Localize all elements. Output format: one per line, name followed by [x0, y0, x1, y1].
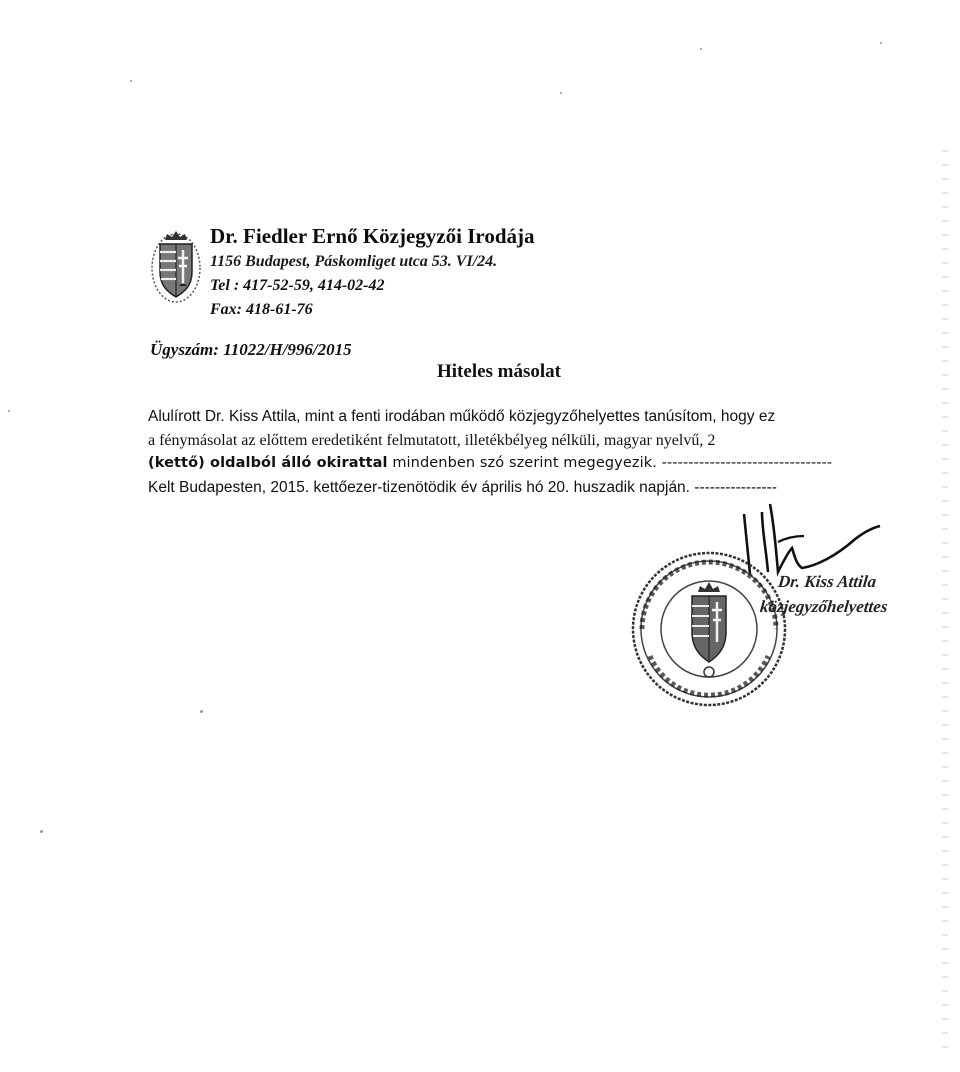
scan-speck — [8, 410, 10, 412]
certification-text — [148, 405, 888, 499]
signer-title: közjegyzőhelyettes — [759, 597, 889, 616]
page-count-phrase: (kettő) oldalból álló okirattal — [148, 455, 388, 471]
office-address: 1156 Budapest, Páskomliget utca 53. VI/24. — [210, 253, 498, 270]
scan-speck — [130, 80, 132, 82]
scan-speck — [560, 92, 562, 94]
office-phone: Tel : 417-52-59, 414-02-42 — [210, 277, 385, 294]
scan-speck — [40, 830, 43, 833]
date-line: Kelt Budapesten, 2015. kettőezer-tizenötödik év április hó 20. huszadik napján. ---------------- — [148, 478, 777, 496]
scan-edge-artifact — [942, 150, 948, 1050]
office-name: Dr. Fiedler Ernő Közjegyzői Irodája — [210, 224, 535, 248]
notary-seal-icon — [628, 548, 790, 710]
letterhead — [150, 224, 590, 324]
scan-speck — [880, 42, 882, 44]
body-line: a fénymásolat az előttem eredetiként felmutatott, illetékbélyeg nélküli, magyar nyelvű, 2 — [148, 431, 716, 449]
case-number: Ügyszám: 11022/H/996/2015 — [150, 340, 352, 359]
document-title: Hiteles másolat — [437, 361, 562, 382]
coat-of-arms-icon — [150, 228, 202, 304]
signer-name: Dr. Kiss Attila — [777, 572, 878, 591]
scan-speck — [700, 48, 702, 50]
body-line — [148, 452, 888, 476]
body-line-rest: mindenben szó szerint megegyezik. -------------------------------- — [387, 455, 833, 471]
scan-speck — [200, 710, 203, 713]
body-line: Alulírott Dr. Kiss Attila, mint a fenti irodában működő közjegyzőhelyettes tanúsítom, hogy ez — [148, 408, 776, 425]
office-fax: Fax: 418-61-76 — [210, 301, 313, 318]
